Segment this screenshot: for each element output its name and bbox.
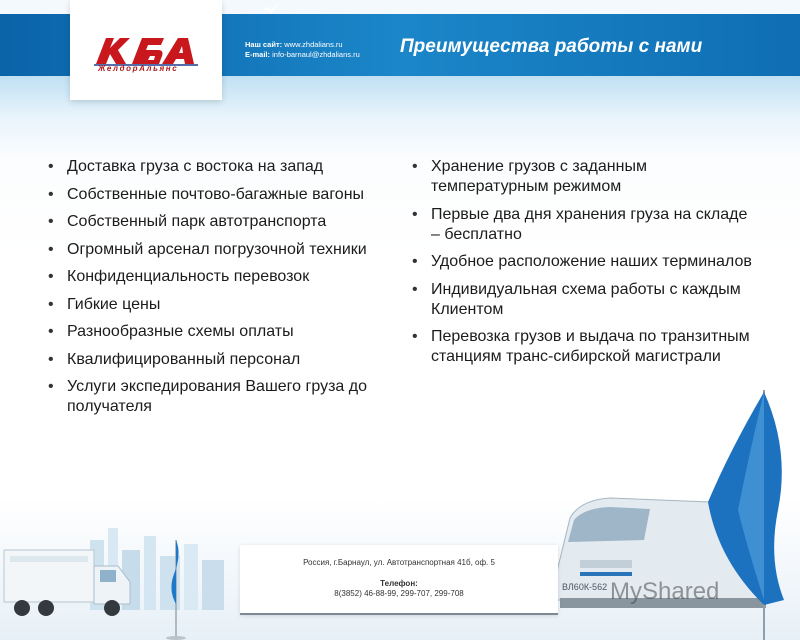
logo-mark-icon: [92, 34, 202, 66]
site-line: [245, 40, 360, 50]
address: Россия, г.Барнаул, ул. Автотранспортная 41б, оф. 5: [303, 558, 495, 567]
site-link[interactable]: www.zhdalians.ru: [284, 40, 343, 49]
list-item: • Огромный арсенал погрузочной техники: [46, 240, 376, 260]
seagull-icon: [262, 3, 280, 17]
list-item: • Услуги экспедирования Вашего груза до получателя: [46, 377, 376, 417]
list-item: • Перевозка грузов и выдача по транзитным станциям транс-сибирской магистрали: [410, 327, 760, 367]
phone-numbers[interactable]: 8(3852) 46-88-99, 299-707, 299-708: [334, 589, 464, 598]
list-item: • Удобное расположение наших терминалов: [410, 252, 760, 272]
benefits-list-left: [46, 157, 376, 425]
truck-city-illustration: [0, 520, 240, 640]
list-item: • Квалифицированный персонал: [46, 350, 376, 370]
email-link[interactable]: info-barnaul@zhdalians.ru: [272, 50, 360, 59]
list-item: • Индивидуальная схема работы с каждым Клиентом: [410, 280, 760, 320]
list-item: • Доставка груза с востока на запад: [46, 157, 376, 177]
footer-contact-box: [240, 545, 558, 615]
company-logo[interactable]: [70, 0, 222, 100]
phone-label: Телефон:: [380, 579, 418, 588]
list-item: • Разнообразные схемы оплаты: [46, 322, 376, 342]
page-title: Преимущества работы с нами: [400, 36, 703, 57]
locomotive-number: ВЛ60К-562: [562, 582, 608, 592]
contact-info: [245, 40, 360, 60]
email-line: [245, 50, 360, 60]
logo-company-name: ЖелдорАльянс: [98, 64, 179, 73]
list-item: • Первые два дня хранения груза на складе – бесплатно: [410, 205, 760, 245]
list-item: • Хранение грузов с заданным температурным режимом: [410, 157, 760, 197]
site-label: Наш сайт:: [245, 40, 283, 49]
list-item: • Собственный парк автотранспорта: [46, 212, 376, 232]
email-label: E-mail:: [245, 50, 271, 59]
benefits-list-right: [410, 157, 760, 375]
list-item: • Гибкие цены: [46, 295, 376, 315]
watermark: MyShared: [610, 578, 720, 605]
list-item: • Конфиденциальность перевозок: [46, 267, 376, 287]
list-item: • Собственные почтово-багажные вагоны: [46, 185, 376, 205]
